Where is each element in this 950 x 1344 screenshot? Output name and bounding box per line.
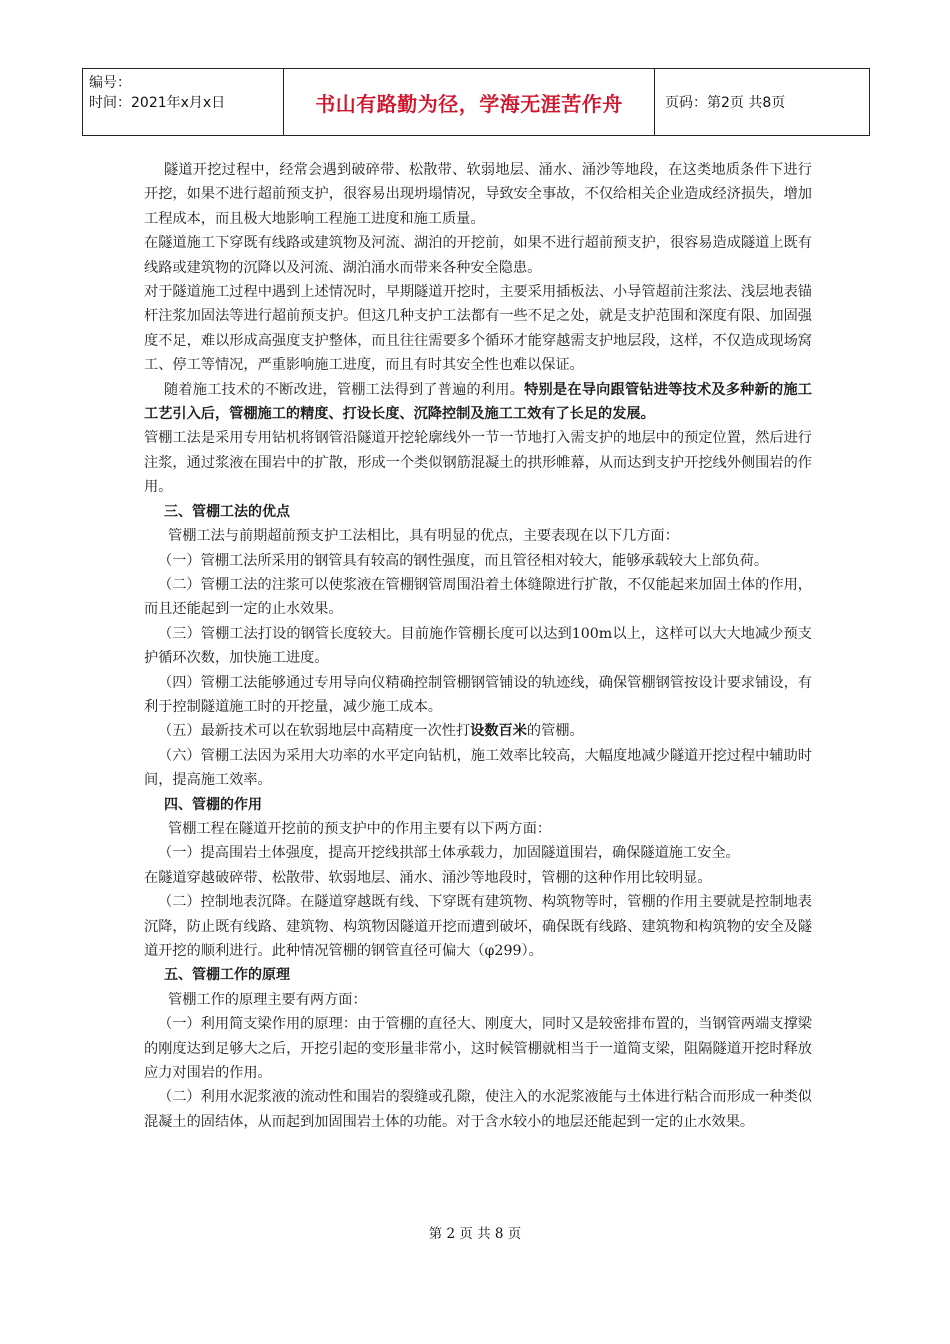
list-item: （一）管棚工法所采用的钢管具有较高的钢性强度，而且管径相对较大，能够承载较大上部负荷。 xyxy=(158,552,769,569)
paragraph: 在隧道穿越破碎带、松散带、软弱地层、涌水、涌沙等地段时，管棚的这种作用比较明显。 xyxy=(144,869,712,886)
header-motto: 书山有路勤为径，学海无涯苦作舟 xyxy=(284,69,655,135)
list-item xyxy=(144,719,812,743)
list-item: （六）管棚工法因为采用大功率的水平定向钻机，施工效率比较高，大幅度地减少隧道开挖过程中辅助时间，提高施工效率。 xyxy=(144,747,812,789)
section-heading: 四、管棚的作用 xyxy=(164,796,262,813)
list-item-text: （五）最新技术可以在软弱地层中高精度一次性打 xyxy=(158,723,471,740)
page-header xyxy=(82,68,870,136)
list-item-text: 的管棚。 xyxy=(526,723,584,740)
list-item: （二）利用水泥浆液的流动性和围岩的裂缝或孔隙，使注入的水泥浆液能与土体进行粘合而形成一种类似混凝土的固结体，从而起到加固围岩土体的功能。对于含水较小的地层还能起到一定的止水效果。 xyxy=(144,1089,812,1130)
doc-number-label: 编号： xyxy=(89,75,131,91)
paragraph-text: 随着施工技术的不断改进，管棚工法得到了普遍的利用。 xyxy=(164,381,525,398)
paragraph: 在隧道施工下穿既有线路或建筑物及河流、湖泊的开挖前，如果不进行超前预支护，很容易造成隧道上既有线路或建筑物的沉降以及河流、湖泊涌水而带来各种安全隐患。 xyxy=(144,235,812,276)
paragraph: 对于隧道施工过程中遇到上述情况时，早期隧道开挖时，主要采用插板法、小导管超前注浆法、浅层地表锚杆注浆加固法等进行超前预支护。但这几种支护工法都有一些不足之处，就是支护范围和深度有限、加固强度不足，难以形成高强度支护整体，而且往往需要多个循环才能穿越需支护地层段，这样，不仅造成现场窝工、停工等情况，严重影响施工进度，而且有时其安全性也难以保证。 xyxy=(144,284,812,374)
paragraph: 管棚工程在隧道开挖前的预支护中的作用主要有以下两方面： xyxy=(168,820,552,837)
list-item: （三）管棚工法打设的钢管长度较大。目前施作管棚长度可以达到100m以上，这样可以大大地减少预支护循环次数，加快施工进度。 xyxy=(144,625,812,667)
list-item-bold-text: 设数百米 xyxy=(470,723,527,740)
document-body xyxy=(144,158,812,1134)
list-item: （四）管棚工法能够通过专用导向仪精确控制管棚钢管铺设的轨迹线，确保管棚钢管按设计要求铺设，有利于控制隧道施工时的开挖量，减少施工成本。 xyxy=(144,674,812,715)
list-item: （一）提高围岩土体强度，提高开挖线拱部土体承载力，加固隧道围岩，确保隧道施工安全。 xyxy=(158,845,740,862)
doc-time: 时间：2021年x月x日 xyxy=(89,95,226,111)
list-item: （一）利用简支梁作用的原理：由于管棚的直径大、刚度大，同时又是较密排布置的，当钢管两端支撑梁的刚度达到足够大之后，开挖引起的变形量非常小，这时候管棚就相当于一道简支梁，阻隔隧道开挖时释放应力对围岩的作用。 xyxy=(144,1016,812,1082)
paragraph: 管棚工作的原理主要有两方面： xyxy=(168,991,367,1008)
paragraph-bold-text: 特别是在导向跟管钻进等技术及多种新的施工工艺引入后，管棚施工的精度、打设长度、沉降控制及施工工效有了长足的发展。 xyxy=(144,381,812,423)
page-footer: 第 2 页 共 8 页 xyxy=(428,1226,522,1242)
paragraph xyxy=(144,378,812,427)
header-page-info: 页码：第2页 共8页 xyxy=(665,95,786,111)
header-meta xyxy=(83,69,284,135)
section-heading: 三、管棚工法的优点 xyxy=(164,503,290,520)
section-heading: 五、管棚工作的原理 xyxy=(164,967,290,984)
paragraph: 隧道开挖过程中，经常会遇到破碎带、松散带、软弱地层、涌水、涌沙等地段，在这类地质条件下进行开挖，如果不进行超前预支护，很容易出现坍塌情况，导致安全事故，不仅给相关企业造成经济损失，增加工程成本，而且极大地影响工程施工进度和施工质量。 xyxy=(144,162,812,227)
paragraph: 管棚工法是采用专用钻机将钢管沿隧道开挖轮廓线外一节一节地打入需支护的地层中的预定位置，然后进行注浆，通过浆液在围岩中的扩散，形成一个类似钢筋混凝土的拱形帷幕，从而达到支护开挖线外侧围岩的作用。 xyxy=(144,430,812,496)
paragraph: 管棚工法与前期超前预支护工法相比，具有明显的优点，主要表现在以下几方面： xyxy=(168,528,679,545)
list-item: （二）控制地表沉降。在隧道穿越既有线、下穿既有建筑物、构筑物等时，管棚的作用主要就是控制地表沉降，防止既有线路、建筑物、构筑物因隧道开挖而遭到破坏，确保既有线路、建筑物和构筑物的安全及隧道开挖的顺利进行。此种情况管棚的钢管直径可偏大（φ299）。 xyxy=(144,894,812,959)
list-item: （二）管棚工法的注浆可以使浆液在管棚钢管周围沿着土体缝隙进行扩散，不仅能起来加固土体的作用，而且还能起到一定的止水效果。 xyxy=(144,576,812,618)
